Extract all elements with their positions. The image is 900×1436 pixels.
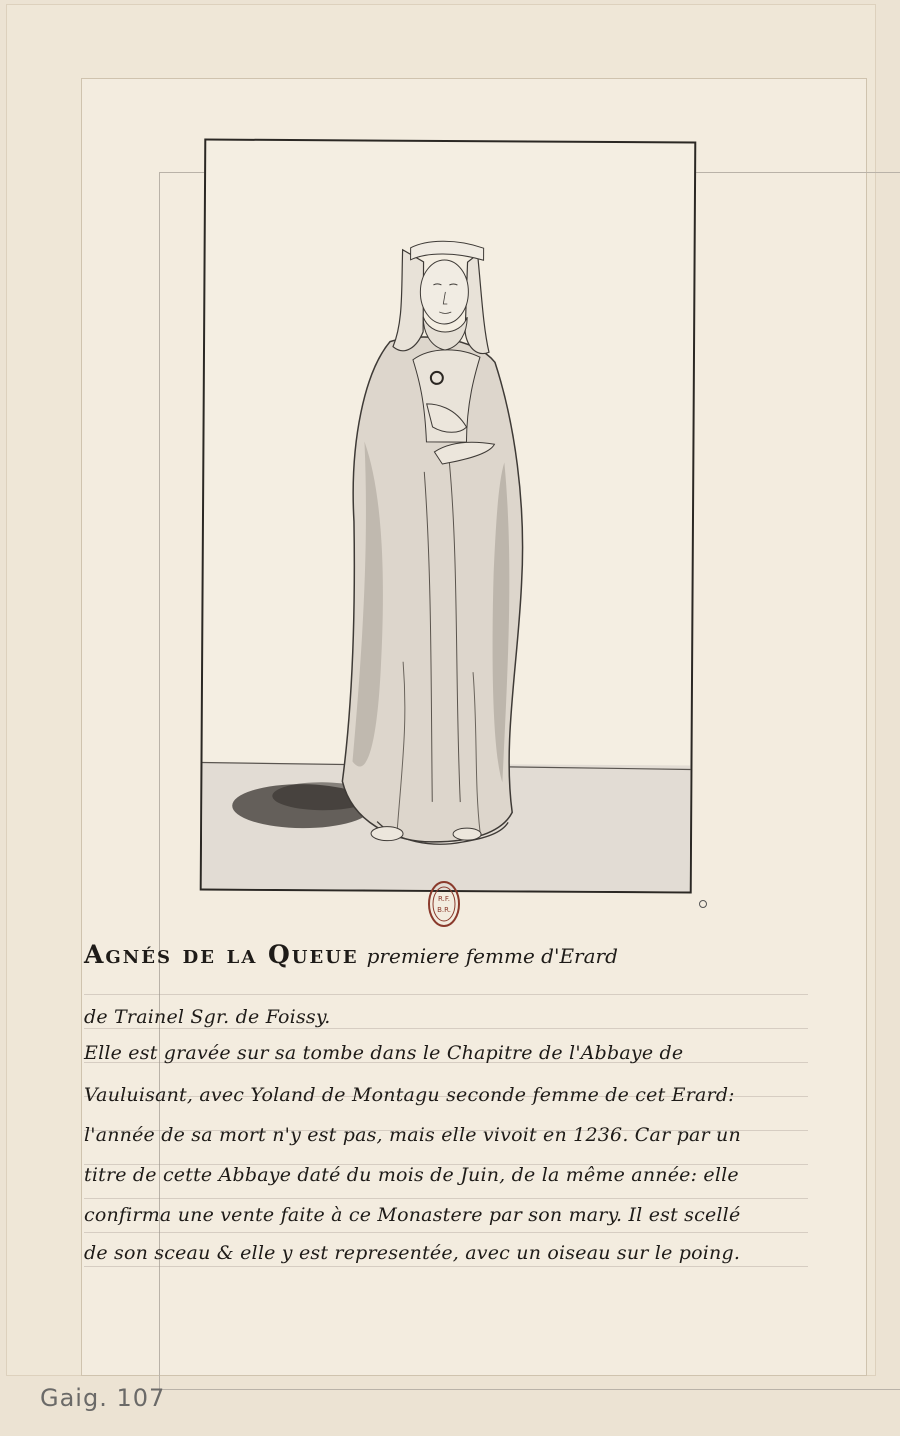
heading-continuation: premiere femme d'Erard xyxy=(366,944,618,968)
small-circle-mark xyxy=(699,900,707,908)
drawing-frame xyxy=(200,139,697,894)
caption-line: Vauluisant, avec Yoland de Montagu seconde femme de cet Erard: xyxy=(84,1084,735,1106)
caption-line: de Trainel Sgr. de Foissy. xyxy=(84,1006,331,1028)
subject-name: Agnés de la Queue xyxy=(84,940,359,969)
svg-text:R.F.: R.F. xyxy=(438,895,450,903)
caption-heading xyxy=(84,940,618,969)
face xyxy=(420,260,468,324)
veil-right xyxy=(465,254,490,353)
caption-line: de son sceau & elle y est representée, avec un oiseau sur le poing. xyxy=(84,1242,741,1264)
caption-line: confirma une vente faite à ce Monastere par son mary. Il est scellé xyxy=(84,1204,741,1226)
headband xyxy=(411,241,484,260)
effigy-drawing xyxy=(202,141,695,892)
veil-left xyxy=(393,250,424,351)
caption-line: titre de cette Abbaye daté du mois de Juin, de la même année: elle xyxy=(84,1164,739,1186)
library-stamp xyxy=(426,879,462,929)
catalog-annotation: Gaig. 107 xyxy=(40,1384,166,1412)
svg-text:B.R.: B.R. xyxy=(437,906,451,914)
caption-line: Elle est gravée sur sa tombe dans le Chapitre de l'Abbaye de xyxy=(84,1042,684,1064)
caption-line: l'année de sa mort n'y est pas, mais elle vivoit en 1236. Car par un xyxy=(84,1124,741,1146)
